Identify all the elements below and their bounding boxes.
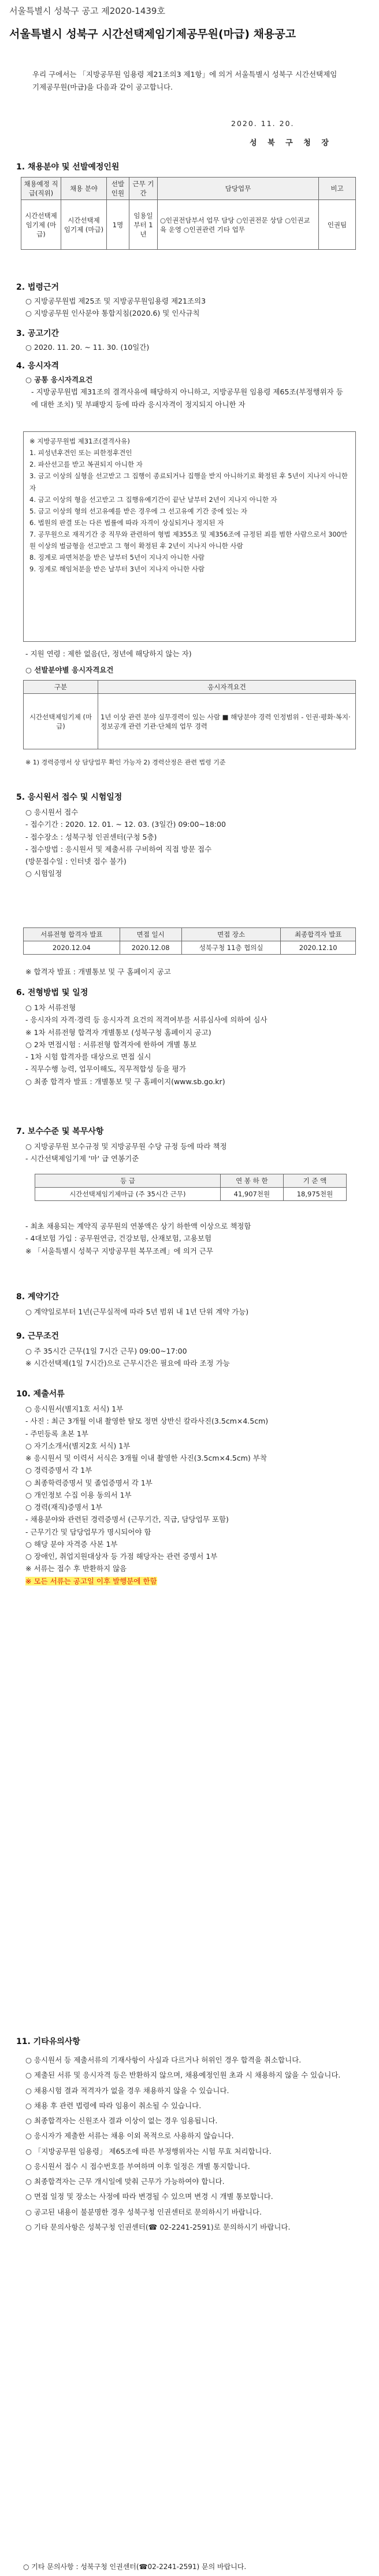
- text-line: ※ 1차 서류전형 합격자 개별통보 (성북구청 홈페이지 공고): [25, 1028, 211, 1037]
- text-line: ○ 2020. 11. 20. ~ 11. 30. (10일간): [25, 343, 150, 352]
- section-6-title: 6. 전형방법 및 일정: [16, 988, 88, 997]
- table-cell: 임용일 부터 1년: [129, 200, 158, 250]
- section-9-body: [25, 1345, 344, 1370]
- text-line: - 지방공무원법 제31조의 결격사유에 해당하지 아니하고, 지방공무원 임용령 제65조(부정행위자 등에 대한 조치) 및 부패방지 등에 따라 응시자격이 정지되지 아니한 자: [31, 387, 343, 409]
- text-line: ○ 응시자가 제출한 서류는 채용 이외 목적으로 사용하지 않습니다.: [25, 2131, 234, 2141]
- section-7-title: 7. 보수수준 및 복무사항: [16, 1127, 104, 1136]
- subheading: ○ 공통 응시자격요건: [25, 375, 93, 384]
- highlight-note: [25, 1575, 344, 1587]
- text-line: ○ 최종합격자는 신원조사 결과 이상이 없는 경우 임용됩니다.: [25, 2116, 218, 2125]
- pay-table: [35, 1174, 347, 1201]
- col-header: 등 급: [35, 1174, 221, 1188]
- col-header: 채용 분야: [61, 178, 107, 200]
- text-line: - 채용분야와 관련된 경력증명서 (근무기간, 직급, 담당업무 포함): [25, 1515, 229, 1524]
- text-line: ○ 최종 합격자 발표 : 개별통보 및 구 홈페이지(www.sb.go.kr): [25, 1077, 225, 1086]
- col-header: 근무 기간: [129, 178, 158, 200]
- section-1-title: 1. 채용분야 및 선발예정인원: [16, 162, 120, 172]
- section-5-title: 5. 응시원서 접수 및 시험일정: [16, 793, 122, 802]
- table-cell: 18,975천원: [283, 1188, 346, 1201]
- table-cell: 성북구청 11층 협의실: [181, 941, 281, 955]
- text-line: ○ 경력증명서 각 1부: [25, 1466, 92, 1475]
- table-cell: 1명: [107, 200, 129, 250]
- col-header: 연 봉 하 한: [220, 1174, 283, 1188]
- text-line: ※ 응시원서 및 이력서 서식은 3개월 이내 촬영한 사진(3.5cm×4.5cm) 부착: [25, 1454, 267, 1462]
- text-line: - 시간선택제임기제 '마' 급 연봉기준: [25, 1154, 139, 1163]
- text-line: ○ 최종학력증명서 및 졸업증명서 각 1부: [25, 1478, 153, 1487]
- text-line: ○ 지방공무원 보수규정 및 지방공무원 수당 규정 등에 따라 책정: [25, 1142, 227, 1151]
- box-line: 6. 법원의 판결 또는 다른 법률에 따라 자격이 상실되거나 정지된 자: [29, 518, 224, 527]
- text-line: - 근무기간 및 담당업무가 명시되어야 함: [25, 1527, 151, 1536]
- table-cell: 2020.12.08: [120, 941, 181, 955]
- text-line: ○ 개인정보 수집 이용 동의서 1부: [25, 1490, 132, 1499]
- box-line: 4. 금고 이상의 형을 선고받고 그 집행유예기간이 끝난 날부터 2년이 지나지 아니한 자: [29, 495, 277, 504]
- table-cell: 시간선택제임기제마급 (주 35시간 근무): [35, 1188, 221, 1201]
- text-line: ○ 「지방공무원 임용령」 제65조에 따른 부정행위자는 시험 무효 처리합니다.: [25, 2146, 272, 2156]
- text-line: - 응시자의 자격·경력 등 응시자격 요건의 적격여부를 서류심사에 의하여 심사: [25, 1015, 267, 1025]
- section-7-body: [25, 1140, 344, 1165]
- section-4-body: [25, 374, 344, 411]
- text-line: - 4대보험 가입 : 공무원연금, 건강보험, 산재보험, 고용보험: [25, 1234, 212, 1243]
- text-line: ○ 시험일정: [25, 869, 62, 878]
- qualification-note: ※ 1) 경력증명서 상 담당업무 확인 가능자 2) 경력산정은 관련 법령 기준: [25, 759, 226, 766]
- text-line: - 접수기간 : 2020. 12. 01. ~ 12. 03. (3일간) 09:00~18:00: [25, 820, 226, 829]
- box-line: 5. 금고 이상의 형의 선고유예를 받은 경우에 그 선고유예 기간 중에 있는 자: [29, 507, 247, 515]
- section-11-title: 11. 기타유의사항: [16, 2037, 80, 2046]
- notice-date: 2020. 11. 20.: [231, 119, 295, 128]
- text-line: ○ 자기소개서(별지2호 서식) 1부: [25, 1441, 131, 1450]
- section-7-notes: [25, 1220, 344, 1257]
- text-line: ※ 서류는 접수 후 반환하지 않음: [25, 1564, 127, 1573]
- text-line: ○ 지방공무원 인사분야 통합지침(2020.6) 및 인사규칙: [25, 309, 200, 318]
- table-cell: 시간선택제 임기제 (마급): [21, 200, 61, 250]
- table-cell: 2020.12.04: [24, 941, 120, 955]
- subheading: ○ 선발분야별 응시자격요건: [25, 666, 114, 674]
- text-line: ○ 제출된 서류 및 응시자격 등은 반환하지 않으며, 채용예정인원 초과 시 채용하지 않을 수 있습니다.: [25, 2071, 341, 2080]
- text-line: ○ 응시원서(별지1호 서식) 1부: [25, 1405, 124, 1413]
- text-line: - 접수장소 : 성북구청 인권센터(구청 5층): [25, 832, 157, 841]
- qualification-table: [23, 680, 356, 749]
- table-cell: 시간선택제임기제 (마급): [24, 694, 98, 749]
- text-line: ○ 채용 후 관련 법령에 따라 임용이 취소될 수 있습니다.: [25, 2101, 202, 2110]
- section-2-body: [25, 295, 344, 320]
- col-header: 최종합격자 발표: [281, 928, 356, 941]
- page-title: 서울특별시 성북구 시간선택제임기제공무원(마급) 채용공고: [9, 28, 296, 40]
- box-line: 1. 피성년후견인 또는 피한정후견인: [29, 449, 132, 457]
- section-8-title: 8. 계약기간: [16, 1292, 60, 1302]
- table-cell: 2020.12.10: [281, 941, 356, 955]
- box-line: 3. 금고 이상의 실형을 선고받고 그 집행이 종료되거나 집행을 받지 아니하기로 확정된 후 5년이 지나지 아니한 자: [29, 472, 348, 492]
- text-line: ○ 응시원서 접수: [25, 808, 79, 816]
- text-line: ※ 시간선택제(1일 7시간)으로 근무시간은 필요에 따라 조정 가능: [25, 1359, 230, 1368]
- section-4-title: 4. 응시자격: [16, 361, 60, 371]
- text-line: ○ 주 35시간 근무(1일 7시간 근무) 09:00~17:00: [25, 1347, 187, 1355]
- text-line: - 1차 시험 합격자를 대상으로 면접 실시: [25, 1052, 151, 1061]
- section-5-body: [25, 806, 344, 880]
- table-cell: 41,907천원: [220, 1188, 283, 1201]
- text-line: ※ 「서울특별시 성북구 지방공무원 복무조례」에 의거 근무: [25, 1246, 213, 1255]
- col-header: 비고: [319, 178, 356, 200]
- col-header: 구분: [24, 681, 98, 694]
- box-line: 9. 징계로 해임처분을 받은 날부터 3년이 지나지 아니한 사람: [29, 565, 205, 574]
- footer-contact: ○ 기타 문의사항 : 성북구청 인권센터(☎02-2241-2591) 문의 바랍니다.: [23, 2563, 247, 2571]
- text-line: ○ 면접 일정 및 장소는 사정에 따라 변경될 수 있으며 변경 시 개별 통보합니다.: [25, 2192, 273, 2201]
- table-cell: 인권팀: [319, 200, 356, 250]
- section-3-body: [25, 341, 344, 353]
- col-header: 선발 인원: [107, 178, 129, 200]
- recruit-table: [21, 177, 356, 250]
- age-limit: - 지원 연령 : 제한 없음(단, 정년에 해당하지 않는 자): [25, 649, 192, 658]
- table-cell: 시간선택제 임기제 (마급): [61, 200, 107, 250]
- text-line: - 접수방법 : 응시원서 및 제출서류 구비하여 직접 방문 접수: [25, 844, 212, 853]
- disqualification-box: [23, 431, 356, 642]
- section-8-body: [25, 1306, 344, 1318]
- schedule-table: [23, 927, 356, 955]
- text-line: ○ 공고된 내용이 불분명한 경우 성북구청 인권센터로 문의하시기 바랍니다.: [25, 2207, 262, 2216]
- section-3-title: 3. 공고기간: [16, 329, 60, 338]
- text-line: ○ 경력(재직)증명서 1부: [25, 1503, 103, 1511]
- text-line: - 직무수행 능력, 업무이해도, 직무적합성 등을 평가: [25, 1065, 186, 1074]
- issuer: 성 북 구 청 장: [250, 139, 333, 147]
- section-9-title: 9. 근무조건: [16, 1332, 60, 1341]
- table-cell: 1년 이상 관련 분야 실무경력이 있는 사람 ■ 해당분야 경력 인정범위 - 인권·평화·복지·정보공개 관련 기관·단체의 업무 경력: [98, 694, 356, 749]
- text-line: ○ 최종합격자는 근무 개시일에 맞춰 근무가 가능하여야 합니다.: [25, 2177, 225, 2186]
- text-line: ○ 장애인, 취업지원대상자 등 가점 해당자는 관련 증명서 1부: [25, 1552, 218, 1561]
- col-header: 면접 일시: [120, 928, 181, 941]
- highlight-text: ※ 모든 서류는 공고일 이후 발행분에 한함: [25, 1576, 157, 1585]
- col-header: 면접 장소: [181, 928, 281, 941]
- col-header: 담당업무: [158, 178, 319, 200]
- col-header: 서류전형 합격자 발표: [24, 928, 120, 941]
- notice-number: 서울특별시 성북구 공고 제2020-1439호: [9, 6, 165, 16]
- schedule-note: ※ 합격자 발표 : 개별통보 및 구 홈페이지 공고: [25, 967, 171, 976]
- text-line: ○ 응시원서 접수 시 접수번호를 부여하며 이후 일정은 개별 통지합니다.: [25, 2161, 250, 2171]
- section-10-body: [25, 1403, 344, 1587]
- box-line: 7. 공무원으로 재직기간 중 직무와 관련하여 형법 제355조 및 제356조에 규정된 죄를 범한 사람으로서 300만원 이상의 벌금형을 선고받고 그 형이 확정된 후 2년이 지나지 아니한 사람: [29, 530, 348, 550]
- section-2-title: 2. 법령근거: [16, 283, 60, 292]
- col-header: 기 준 액: [283, 1174, 346, 1188]
- text-line: (방문접수일 : 인터넷 접수 불가): [25, 857, 127, 866]
- text-line: ○ 2차 면접시험 : 서류전형 합격자에 한하여 개별 통보: [25, 1040, 197, 1049]
- text-line: ○ 응시원서 등 제출서류의 기재사항이 사실과 다르거나 허위인 경우 합격을 취소합니다.: [25, 2056, 302, 2064]
- section-10-title: 10. 제출서류: [16, 1389, 65, 1399]
- text-line: ○ 지방공무원법 제25조 및 지방공무원임용령 제21조의3: [25, 297, 206, 305]
- box-line: 8. 징계로 파면처분을 받은 날부터 5년이 지나지 아니한 사람: [29, 553, 205, 562]
- text-line: ○ 계약일로부터 1년(근무실적에 따라 5년 범위 내 1년 단위 계약 가능): [25, 1307, 249, 1316]
- section-11-body: [25, 2053, 344, 2235]
- table-cell: ○인권전담부서 업무 담당 ○인권전문 상담 ○인권교육 운영 ○인권관련 기타 업무: [158, 200, 319, 250]
- text-line: ○ 기타 문의사항은 성북구청 인권센터(☎ 02-2241-2591)로 문의하시기 바랍니다.: [25, 2222, 291, 2231]
- box-line: 2. 파산선고를 받고 복권되지 아니한 자: [29, 460, 143, 469]
- intro-text: 우리 구에서는 「지방공무원 임용령 제21조의3 제1항」에 의거 서울특별시 성북구 시간선택제임기제공무원(마급)을 다음과 같이 공고합니다.: [32, 70, 337, 91]
- section-6-body: [25, 1001, 344, 1088]
- text-line: ○ 채용시험 결과 적격자가 없을 경우 채용하지 않을 수 있습니다.: [25, 2086, 229, 2095]
- box-line: ※ 지방공무원법 제31조(결격사유): [29, 437, 130, 445]
- text-line: - 주민등록 초본 1부: [25, 1429, 88, 1438]
- text-line: ○ 해당 분야 자격증 사본 1부: [25, 1539, 118, 1548]
- col-header: 채용예정 직급(직위): [21, 178, 61, 200]
- text-line: - 최초 채용되는 계약직 공무원의 연봉액은 상기 하한액 이상으로 책정함: [25, 1222, 251, 1230]
- text-line: ○ 1차 서류전형: [25, 1003, 76, 1012]
- text-line: - 사진 : 최근 3개월 이내 촬영한 탈모 정면 상반신 칼라사진(3.5cm×4.5cm): [25, 1417, 269, 1426]
- col-header: 응시자격요건: [98, 681, 356, 694]
